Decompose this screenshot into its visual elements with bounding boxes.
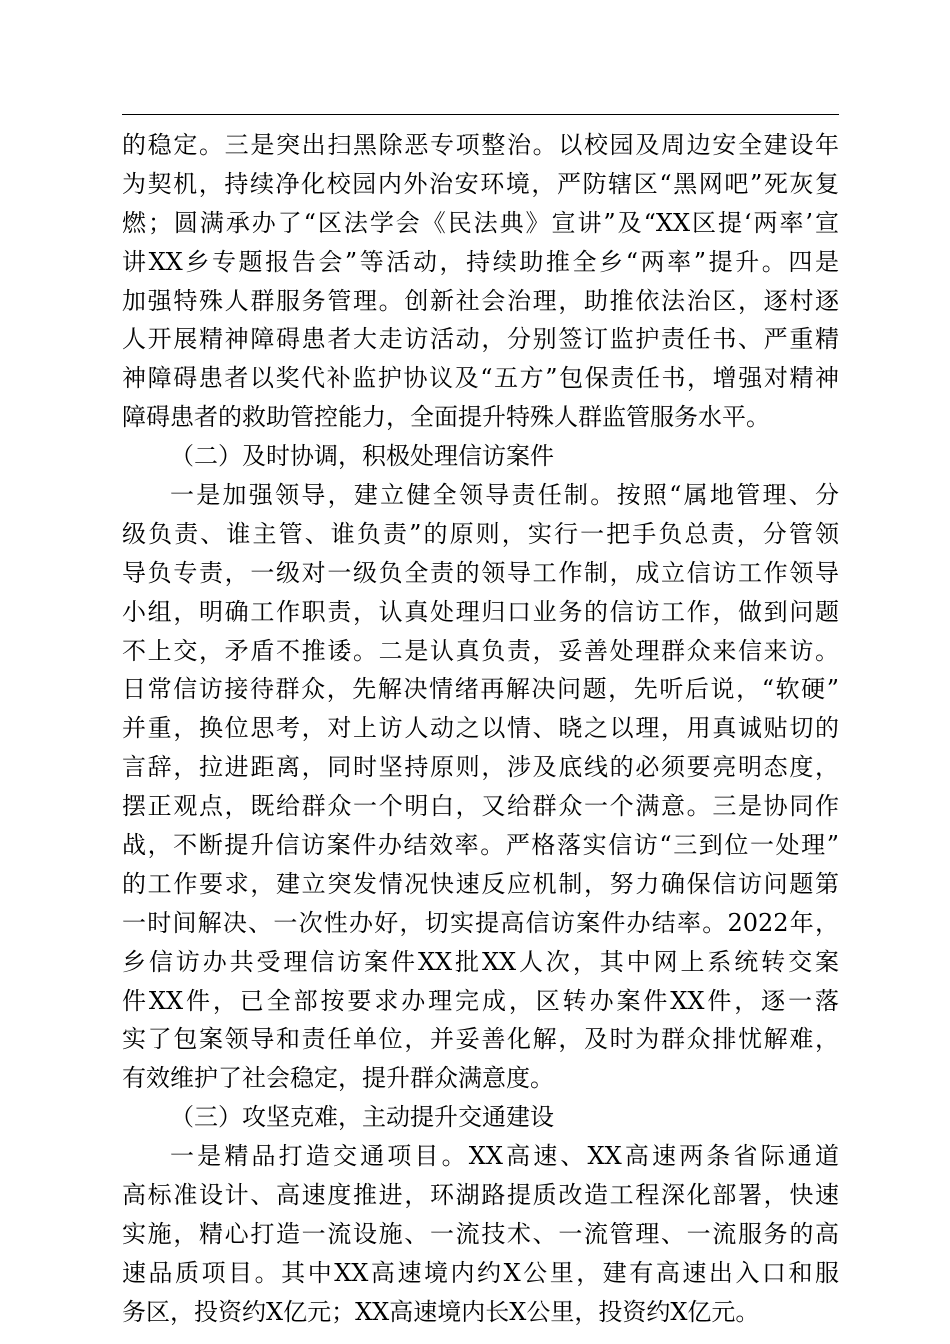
paragraph-line: 言辞，拉进距离，同时坚持原则，涉及底线的必须要亮明态度， bbox=[122, 753, 839, 782]
paragraph-line: 一时间解决、一次性办好，切实提高信访案件办结率。2022年， bbox=[122, 908, 839, 937]
paragraph-line: 一是加强领导，建立健全领导责任制。按照“属地管理、分 bbox=[170, 481, 839, 510]
paragraph-line: 件XX件，已全部按要求办理完成，区转办案件XX件，逐一落 bbox=[122, 986, 839, 1015]
paragraph-line: 加强特殊人群服务管理。创新社会治理，助推依法治区，逐村逐 bbox=[122, 286, 839, 315]
paragraph-line: 燃；圆满承办了“区法学会《民法典》宣讲”及“XX区提‘两率’宣 bbox=[122, 208, 839, 237]
paragraph-line: 人开展精神障碍患者大走访活动，分别签订监护责任书、严重精 bbox=[122, 325, 839, 354]
paragraph-line: 讲XX乡专题报告会”等活动，持续助推全乡“两率”提升。四是 bbox=[122, 247, 839, 276]
paragraph-line: 为契机，持续净化校园内外治安环境，严防辖区“黑网吧”死灰复 bbox=[122, 169, 839, 198]
paragraph-line: 乡信访办共受理信访案件XX批XX人次，其中网上系统转交案 bbox=[122, 947, 839, 976]
paragraph-line: 不上交，矛盾不推诿。二是认真负责，妥善处理群众来信来访。 bbox=[122, 636, 839, 665]
paragraph-line: 的稳定。三是突出扫黑除恶专项整治。以校园及周边安全建设年 bbox=[122, 131, 839, 159]
paragraph-line: 障碍患者的救助管控能力，全面提升特殊人群监管服务水平。 bbox=[122, 403, 770, 432]
paragraph-line: 并重，换位思考，对上访人动之以情、晓之以理，用真诚贴切的 bbox=[122, 714, 839, 743]
paragraph-line: 日常信访接待群众，先解决情绪再解决问题，先听后说，“软硬” bbox=[122, 675, 839, 704]
document-body bbox=[122, 126, 839, 1332]
paragraph-line: 导负专责，一级对一级负全责的领导工作制，成立信访工作领导 bbox=[122, 558, 839, 587]
paragraph-line: 有效维护了社会稳定，提升群众满意度。 bbox=[122, 1064, 554, 1093]
paragraph-line: 的工作要求，建立突发情况快速反应机制，努力确保信访问题第 bbox=[122, 869, 839, 898]
paragraph-line: 实了包案领导和责任单位，并妥善化解，及时为群众排忧解难， bbox=[122, 1025, 839, 1054]
paragraph-line: 级负责、谁主管、谁负责”的原则，实行一把手负总责，分管领 bbox=[122, 519, 839, 548]
header-rule bbox=[122, 114, 839, 115]
paragraph-line: 神障碍患者以奖代补监护协议及“五方”包保责任书，增强对精神 bbox=[122, 364, 839, 393]
paragraph-line: 一是精品打造交通项目。XX高速、XX高速两条省际通道 bbox=[170, 1142, 839, 1171]
paragraph-line: 小组，明确工作职责，认真处理归口业务的信访工作，做到问题 bbox=[122, 597, 839, 626]
paragraph-line: 速品质项目。其中XX高速境内约X公里，建有高速出入口和服 bbox=[122, 1258, 839, 1287]
paragraph-line: 务区，投资约X亿元；XX高速境内长X公里，投资约X亿元。 bbox=[122, 1297, 760, 1326]
paragraph-line: 摆正观点，既给群众一个明白，又给群众一个满意。三是协同作 bbox=[122, 792, 839, 821]
paragraph-line: 高标准设计、高速度推进，环湖路提质改造工程深化部署，快速 bbox=[122, 1181, 839, 1210]
paragraph-line: 战，不断提升信访案件办结效率。严格落实信访“三到位一处理” bbox=[122, 831, 839, 860]
paragraph-line: 实施，精心打造一流设施、一流技术、一流管理、一流服务的高 bbox=[122, 1219, 839, 1248]
section-heading: （三）攻坚克难，主动提升交通建设 bbox=[170, 1103, 554, 1132]
section-heading: （二）及时协调，积极处理信访案件 bbox=[170, 442, 554, 471]
